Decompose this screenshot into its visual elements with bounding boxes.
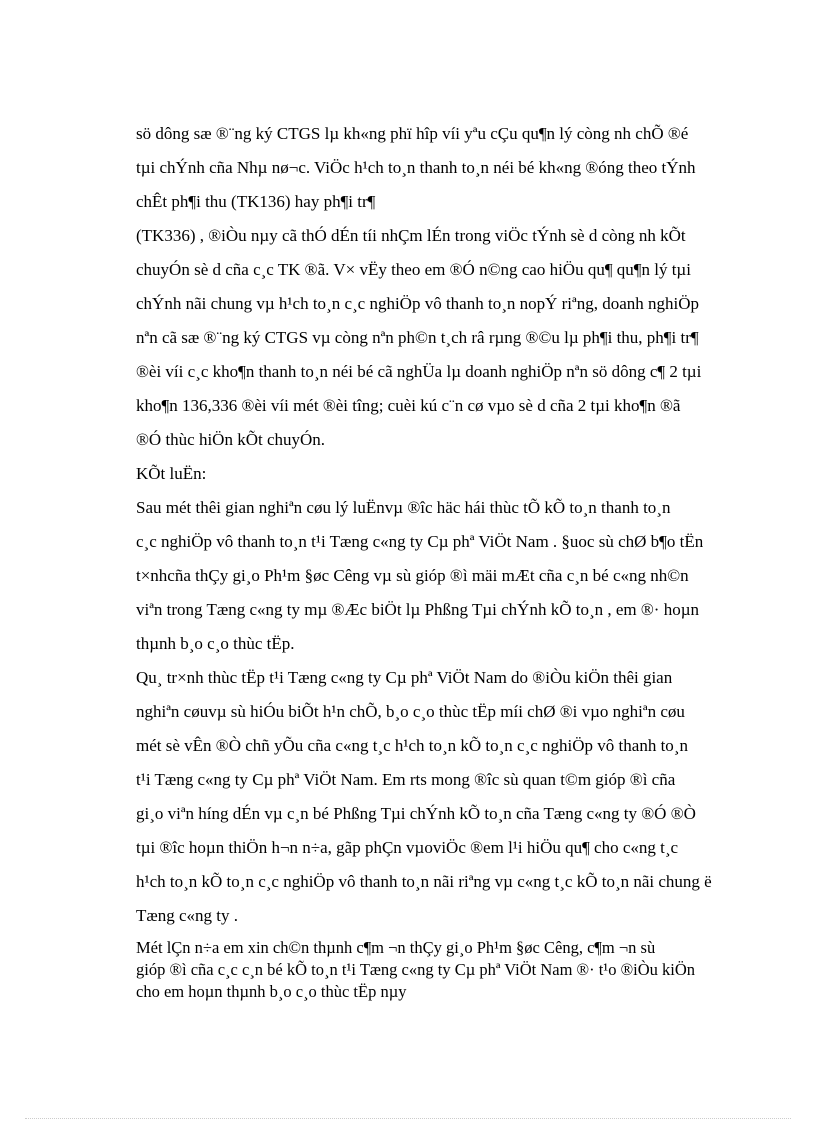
text-line: sö dông sæ ®¨ng ký CTGS lµ kh«ng phï hîp víi yªu cÇu qu¶n lý còng nh chÕ ®é xyxy=(136,124,689,143)
text-line: Tæng c«ng ty . xyxy=(136,906,238,925)
text-line: chuyÓn sè d cña c¸c TK ®ã. V× vËy theo em ®Ó n©ng cao hiÖu qu¶ qu¶n lý tµi xyxy=(136,260,691,279)
page-bottom-rule xyxy=(25,1118,791,1119)
text-line: Sau mét thêi gian nghiªn cøu lý luËnvµ ®îc häc hái thùc tÕ kÕ to¸n thanh to¸n xyxy=(136,498,671,517)
text-line: chÝnh nãi chung vµ h¹ch to¸n c¸c nghiÖp vô thanh to¸n nopÝ riªng, doanh nghiÖp xyxy=(136,294,700,313)
text-line: mét sè vÊn ®Ò chñ yÕu cña c«ng t¸c h¹ch to¸n kÕ to¸n c¸c nghiÖp vô thanh to¸n xyxy=(136,736,688,755)
text-line: tµi chÝnh cña Nhµ nø¬c. ViÖc h¹ch to¸n thanh to¸n néi bé kh«ng ®óng theo tÝnh xyxy=(136,158,696,177)
text-line: t¹i Tæng c«ng ty Cµ phª ViÖt Nam. Em rts mong ®îc sù quan t©m gióp ®ì cña xyxy=(136,770,676,789)
text-line: Mét lÇn n÷a em xin ch©n thµnh c¶m ¬n thÇy gi¸o Ph¹m §øc Cêng, c¶m ¬n sù xyxy=(136,938,656,957)
text-line: cho em hoµn thµnh b¸o c¸o thùc tËp nµy xyxy=(136,982,407,1001)
text-line: Qu¸ tr×nh thùc tËp t¹i Tæng c«ng ty Cµ phª ViÖt Nam do ®iÒu kiÖn thêi gian xyxy=(136,668,673,687)
text-line: ®èi víi c¸c kho¶n thanh to¸n néi bé cã nghÜa lµ doanh nghiÖp nªn sö dông c¶ 2 tµi xyxy=(136,362,702,381)
text-line: c¸c nghiÖp vô thanh to¸n t¹i Tæng c«ng ty Cµ phª ViÖt Nam . §uoc sù chØ b¶o tËn xyxy=(136,532,704,551)
text-line: thµnh b¸o c¸o thùc tËp. xyxy=(136,634,295,653)
text-line: gi¸o viªn híng dÉn vµ c¸n bé Phßng Tµi chÝnh kÕ to¸n cña Tæng c«ng ty ®Ó ®Ò xyxy=(136,804,696,823)
text-line: (TK336) , ®iÒu nµy cã thÓ dÉn tíi nhÇm lÉn trong viÖc tÝnh sè d còng nh kÕt xyxy=(136,226,686,245)
text-line: t×nhcña thÇy gi¸o Ph¹m §øc Cêng vµ sù gióp ®ì mäi mÆt cña c¸n bé c«ng nh©n xyxy=(136,566,689,585)
text-line: h¹ch to¸n kÕ to¸n c¸c nghiÖp vô thanh to¸n nãi riªng vµ c«ng t¸c kÕ to¸n nãi chung ë xyxy=(136,872,712,891)
text-line: tµi ®îc hoµn thiÖn h¬n n÷a, gãp phÇn vµoviÖc ®em l¹i hiÖu qu¶ cho c«ng t¸c xyxy=(136,838,679,857)
section-heading: KÕt luËn: xyxy=(136,464,207,483)
text-line: gióp ®ì cña c¸c c¸n bé kÕ to¸n t¹i Tæng c«ng ty Cµ phª ViÖt Nam ®· t¹o ®iÒu kiÖn xyxy=(136,960,696,979)
text-line: ®Ó thùc hiÖn kÕt chuyÓn. xyxy=(136,430,326,449)
text-line: chÊt ph¶i thu (TK136) hay ph¶i tr¶ xyxy=(136,192,376,211)
text-line: nªn cã sæ ®¨ng ký CTGS vµ còng nªn ph©n t¸ch râ rµng ®©u lµ ph¶i thu, ph¶i tr¶ xyxy=(136,328,699,347)
text-line: kho¶n 136,336 ®èi víi mét ®èi tîng; cuèi kú c¨n cø vµo sè d cña 2 tµi kho¶n ®ã xyxy=(136,396,681,415)
text-line: nghiªn cøuvµ sù hiÓu biÕt h¹n chÕ, b¸o c¸o thùc tËp míi chØ ®i vµo nghiªn cøu xyxy=(136,702,685,721)
text-line: viªn trong Tæng c«ng ty mµ ®Æc biÖt lµ Phßng Tµi chÝnh kÕ to¸n , em ®· hoµn xyxy=(136,600,699,619)
